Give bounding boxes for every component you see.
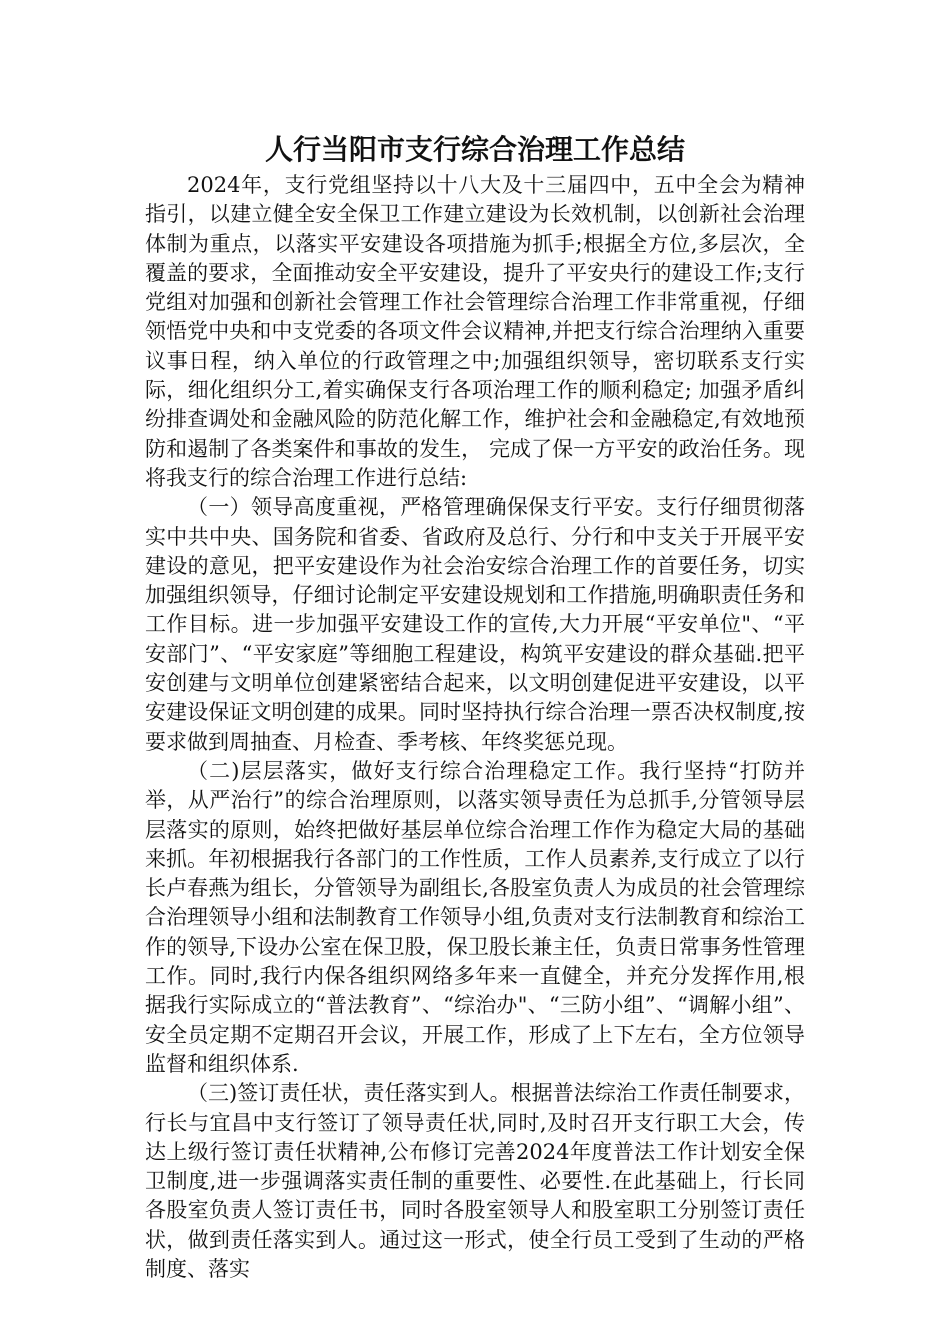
document-title: 人行当阳市支行综合治理工作总结 [264,133,685,166]
paragraph-section-3: （三)签订责任状，责任落实到人。根据普法综治工作责任制要求，行长与宜昌中支行签订了领导责任状,同时,及时召开支行职工大会，传达上级行签订责任状精神,公布修订完善2024年度普法工作计划安全保卫制度,进一步强调落实责任制的重要性、必要性.在此基础上，行长同各股室负责人签订责任书，同时各股室领导人和股室职工分别签订责任状，做到责任落实到人。通过这一形式，使全行员工受到了生动的严格制度、落实 [145,1081,805,1281]
paragraph-section-2: （二)层层落实，做好支行综合治理稳定工作。我行坚持“打防并举，从严治行”的综合治理原则，以落实领导责任为总抓手,分管领导层层落实的原则，始终把做好基层单位综合治理工作作为稳定大局的基础来抓。年初根据我行各部门的工作性质，工作人员素养,支行成立了以行长卢春燕为组长，分管领导为副组长,各股室负责人为成员的社会管理综合治理领导小组和法制教育工作领导小组,负责对支行法制教育和综治工作的领导,下设办公室在保卫股，保卫股长兼主任，负责日常事务性管理工作。同时,我行内保各组织网络多年来一直健全，并充分发挥作用,根据我行实际成立的“普法教育”、“综治办"、“三防小组”、“调解小组”、安全员定期不定期召开会议，开展工作，形成了上下左右，全方位领导监督和组织体系. [145,758,805,1076]
document-body [145,171,805,1284]
paragraph-section-1: （一）领导高度重视，严格管理确保保支行平安。支行仔细贯彻落实中共中央、国务院和省委、省政府及总行、分行和中支关于开展平安建设的意见，把平安建设作为社会治安综合治理工作的首要任务，切实加强组织领导，仔细讨论制定平安建设规划和工作措施,明确职责任务和工作目标。进一步加强平安建设工作的宣传,大力开展“平安单位"、“平安部门”、“平安家庭”等细胞工程建设，构筑平安建设的群众基础.把平安创建与文明单位创建紧密结合起来，以文明创建促进平安建设，以平安建设保证文明创建的成果。同时坚持执行综合治理一票否决权制度,按要求做到周抽查、月检查、季考核、年终奖惩兑现。 [145,495,805,754]
paragraph-intro: 2024年，支行党组坚持以十八大及十三届四中，五中全会为精神指引，以建立健全安全保卫工作建立建设为长效机制，以创新社会治理体制为重点，以落实平安建设各项措施为抓手;根据全方位,多层次，全覆盖的要求，全面推动安全平安建设，提升了平安央行的建设工作;支行党组对加强和创新社会管理工作社会管理综合治理工作非常重视，仔细领悟党中央和中支党委的各项文件会议精神,并把支行综合治理纳入重要议事日程，纳入单位的行政管理之中;加强组织领导，密切联系支行实际，细化组织分工,着实确保支行各项治理工作的顺利稳定; 加强矛盾纠纷排查调处和金融风险的防范化解工作，维护社会和金融稳定,有效地预防和遏制了各类案件和事故的发生， 完成了保一方平安的政治任务。现将我支行的综合治理工作进行总结: [145,173,805,490]
